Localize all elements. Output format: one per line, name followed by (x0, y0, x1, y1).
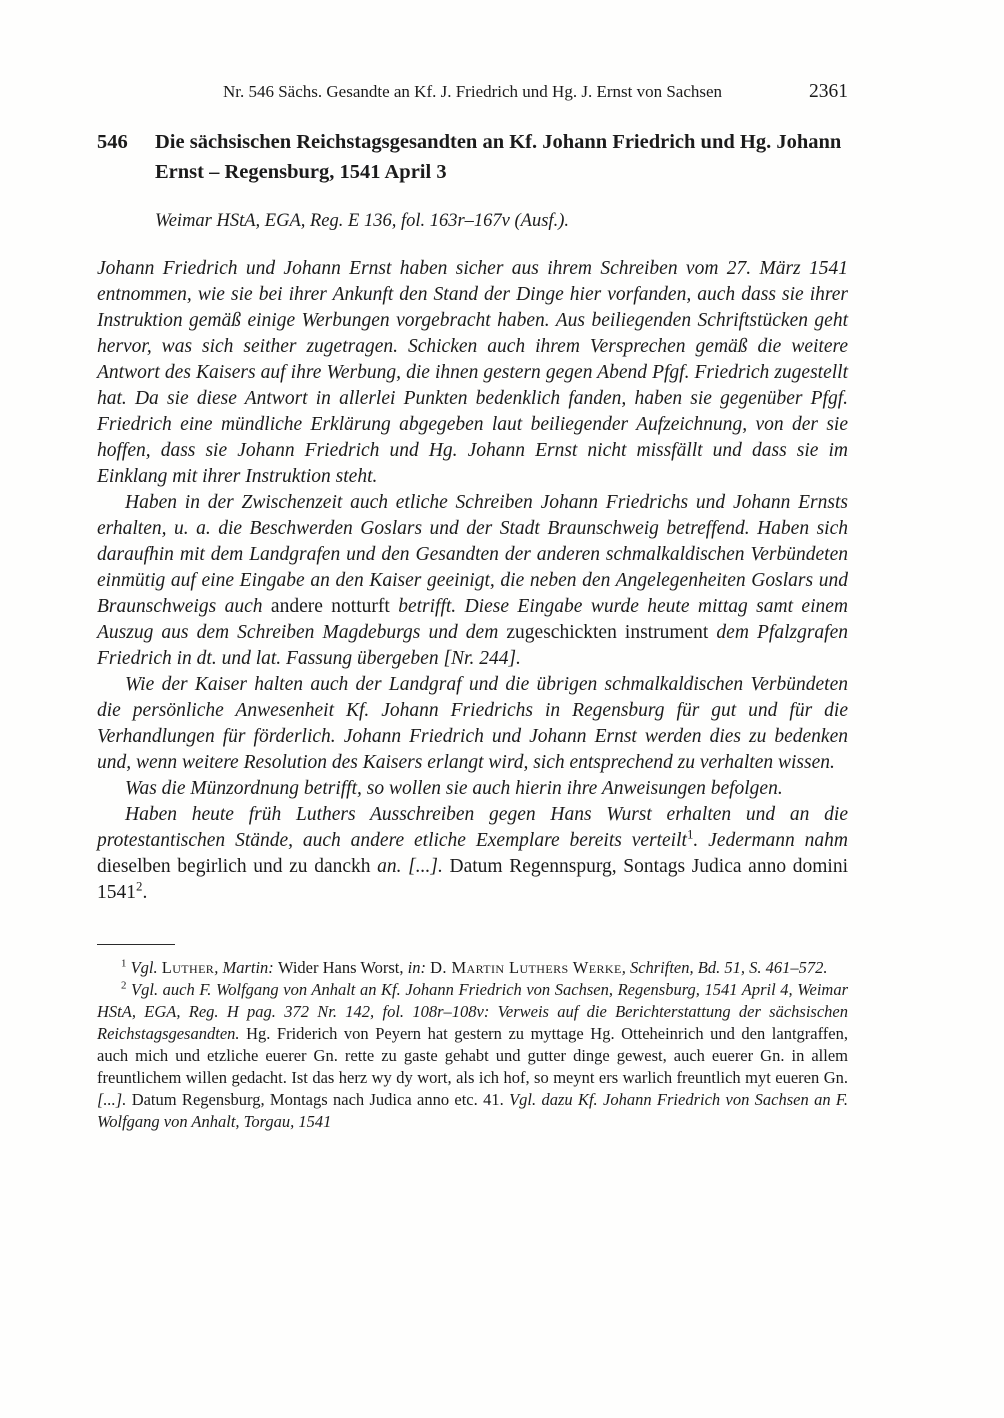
text-segment: Haben in der Zwischenzeit auch etliche Schreiben Johann Friedrichs und Johann Ernsts erhalten, u. a. die Beschwerden Goslars und der Stadt Braunschweig betreffend. Haben sich daraufhin mit dem Landgrafen und den Gesandten der anderen schmalkaldischen Verbündeten einmütig auf eine Eingabe an den Kaiser geeinigt, die neben den Angelegenheiten Goslars und Braunschweigs auch (97, 491, 848, 617)
body-paragraph (97, 802, 848, 906)
text-segment: Wider Hans Worst, (277, 957, 408, 977)
text-segment: , Martin: (214, 957, 278, 977)
text-segment: . Jedermann nahm (693, 829, 848, 851)
text-segment: in: (407, 957, 431, 977)
text-segment: Vgl. auch F. Wolfgang von Anhalt an Kf. Johann Friedrich von Sachsen, Regensburg, 1541 April 4, Weimar HStA, EGA, Reg. H pag. 372 Nr. 142, fol. 108r–108v: Verweis auf die Berichterstattung der sächsischen Reichstagsgesandten. (97, 979, 848, 1043)
footnote-separator (97, 944, 175, 945)
text-segment: Wie der Kaiser halten auch der Landgraf und die übrigen schmalkaldischen Verbündeten die persönliche Anwesenheit Kf. Johann Friedrichs in Regensburg für gut und für die Verhandlungen für förderlich. Johann Friedrich und Johann Ernst werden dies zu bedenken und, wenn weitere Resolution des Kaisers erlangt wird, sich entsprechend zu verhalten wissen. (97, 673, 848, 773)
text-segment: dieselben begirlich und zu danckh (97, 855, 378, 877)
text-segment: dem Pfalzgrafen Friedrich in dt. und lat. Fassung übergeben [Nr. 244]. (97, 621, 849, 669)
footnotes (97, 957, 848, 1133)
text-segment: Datum Regennspurg, Sontags Judica anno domini 1541 (97, 855, 848, 903)
text-segment: an. [...]. (377, 855, 450, 877)
text-segment: , Schriften, Bd. 51, S. 461–572. (621, 957, 828, 977)
text-segment: Was die Münzordnung betrifft, so wollen sie auch hierin ihre Anweisungen befolgen. (125, 777, 783, 799)
text-segment: andere notturft (270, 595, 390, 617)
text-segment: Johann Friedrich und Johann Ernst haben sicher aus ihrem Schreiben vom 27. März 1541 entnommen, wie sie bei ihrer Ankunft den Stand der Dinge hier vorfanden, auch dass sie ihrer Instruktion gemäß einige Werbungen vorgebracht haben. Aus beiliegenden Schriftstücken geht hervor, was sich seither zugetragen. Schicken auch ihrem Versprechen gemäß die weitere Antwort des Kaisers auf ihre Werbung, die ihnen gestern gegen Abend Pfgf. Friedrich zugestellt hat. Da sie diese Antwort in allerlei Punkten bedenklich fanden, haben sie gegenüber Pfgf. Friedrich eine mündliche Erklärung abgegeben laut beiliegender Aufzeichnung, von der sie hoffen, dass sie Johann Friedrich und Hg. Johann Ernst nicht missfällt und dass sie im Einklang mit ihrer Instruktion steht. (97, 257, 848, 487)
entry-title: Die sächsischen Reichstagsgesandten an Kf. Johann Friedrich und Hg. Johann Ernst – Regensburg, 1541 April 3 (155, 131, 842, 183)
source-line: Weimar HStA, EGA, Reg. E 136, fol. 163r–167v (Ausf.). (155, 210, 569, 231)
text-segment: 2 (121, 979, 127, 992)
text-segment: . (142, 881, 148, 903)
text-segment: Luther (161, 957, 215, 977)
text-segment: zugeschickten instrument (506, 621, 709, 643)
text-segment: Vgl. dazu Kf. Johann Friedrich von Sachsen an F. Wolfgang von Anhalt, Torgau, 1541 (97, 1089, 849, 1131)
body-paragraphs (97, 256, 848, 906)
entry-number: 546 (97, 131, 128, 154)
text-segment: betrifft. Diese Eingabe wurde heute mittag samt einem Auszug aus dem Schreiben Magdeburgs und dem (97, 595, 848, 643)
footnote (97, 957, 848, 979)
text-segment: 2 (136, 879, 143, 894)
entry-heading (97, 128, 848, 186)
text-segment: Vgl. (126, 957, 162, 977)
text-segment: 1 (686, 827, 694, 842)
page-number: 2361 (809, 81, 848, 102)
text-segment: Hg. Friderich von Peyern hat gestern zu myttage Hg. Otteheinrich und den lantgraffen, auch mich und etzliche euerer Gn. rette zu gaste gehabt und gutter dinge gewest, auch euerer Gn. in allem freuntlichem willen gedacht. Ist das herz wy dy wort, als ich hof, so meynt ers warlich freuntlich myt eueren Gn. (97, 1023, 848, 1087)
text-segment: Datum Regensburg, Montags nach Judica anno etc. 41. (131, 1089, 510, 1109)
body-paragraph (97, 672, 848, 776)
body-paragraph (97, 490, 848, 672)
running-header-text: Nr. 546 Sächs. Gesandte an Kf. J. Friedrich und Hg. J. Ernst von Sachsen (222, 82, 723, 101)
running-header (97, 82, 848, 102)
body-paragraph (97, 256, 848, 490)
text-segment: [...]. (97, 1089, 132, 1109)
footnote (97, 979, 848, 1133)
text-segment: D. Martin Luthers Werke (430, 957, 622, 977)
text-segment: 1 (121, 957, 127, 970)
body-paragraph (97, 776, 848, 802)
text-segment: Haben heute früh Luthers Ausschreiben gegen Hans Wurst erhalten und an die protestantischen Stände, auch andere etliche Exemplare bereits verteilt (97, 803, 848, 851)
